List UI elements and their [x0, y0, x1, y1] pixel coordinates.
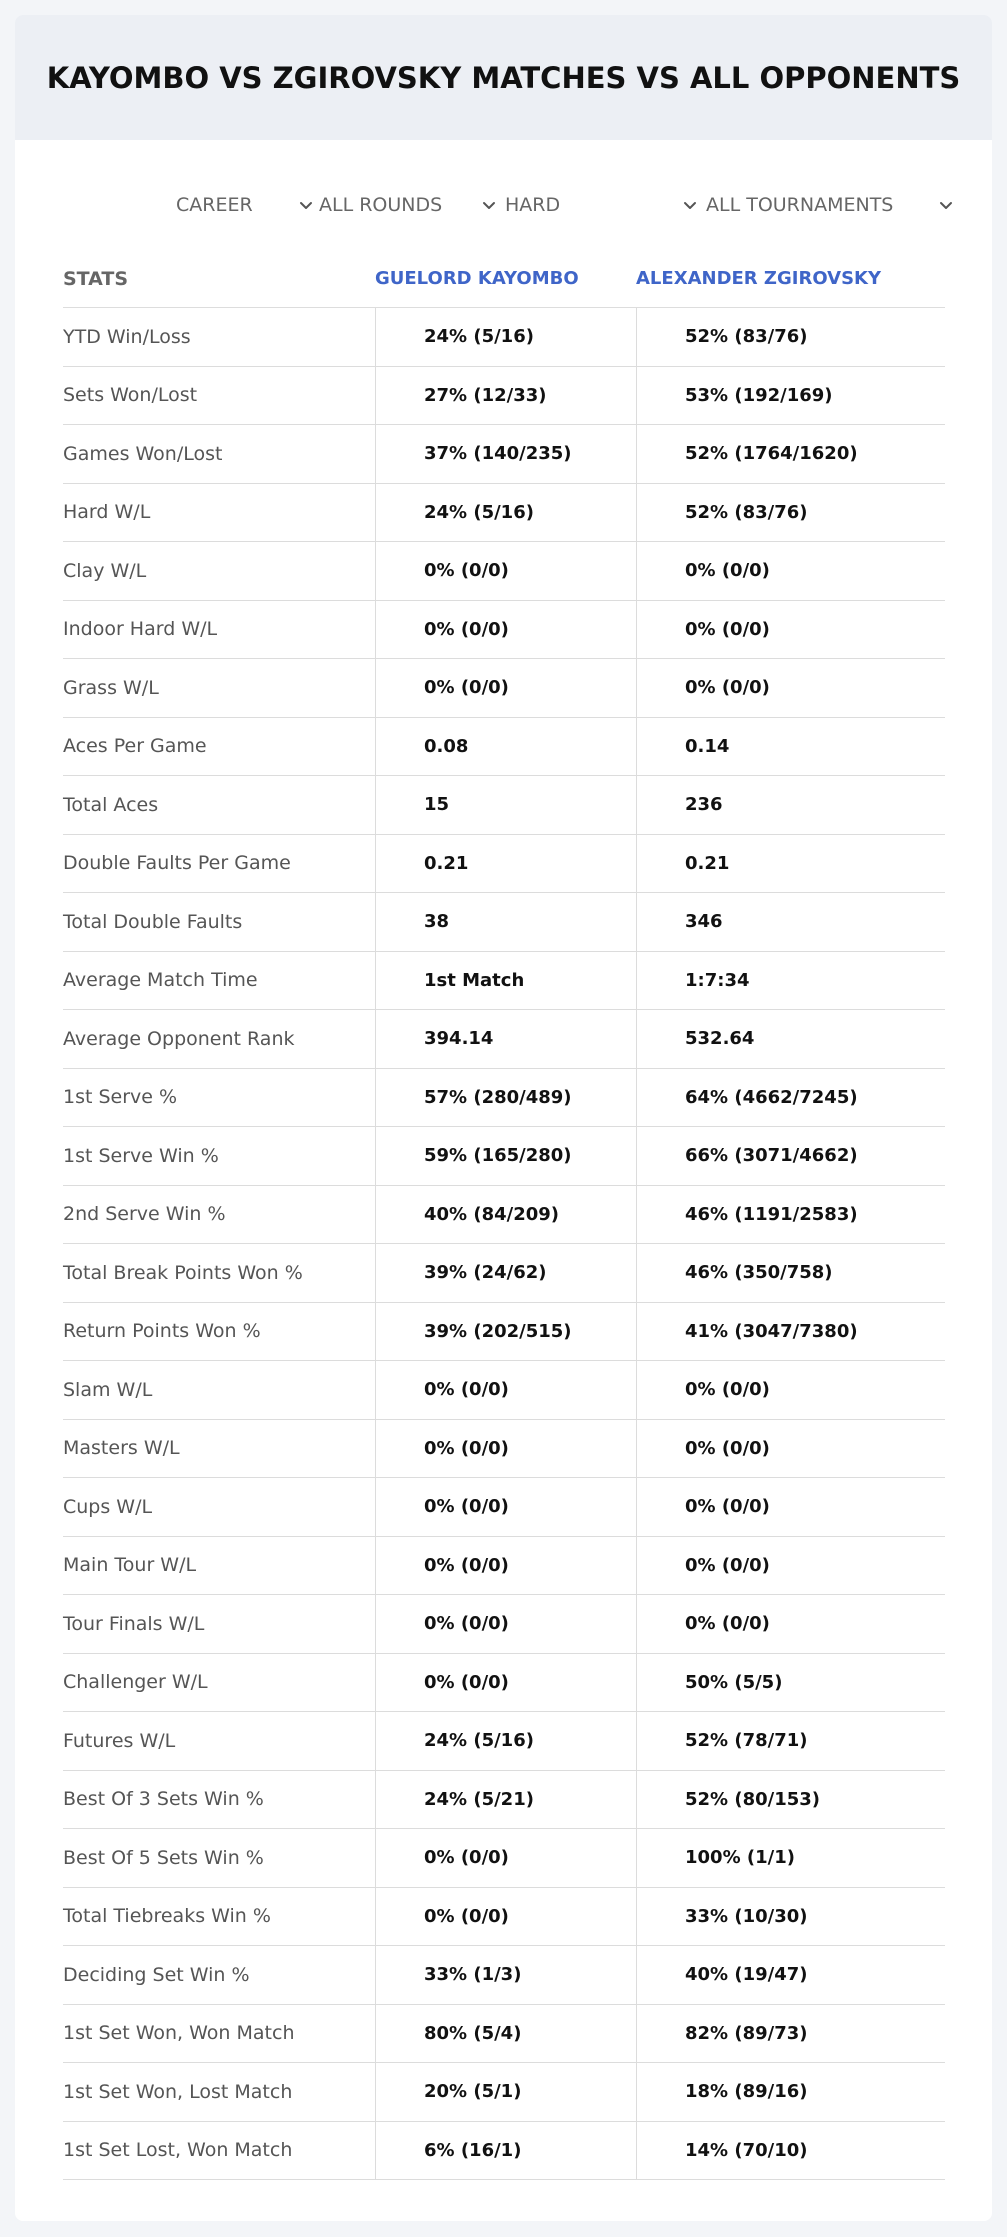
stat-label: Total Aces	[63, 793, 159, 816]
player1-value: 0% (0/0)	[375, 601, 636, 659]
player2-value: 64% (4662/7245)	[636, 1069, 945, 1127]
tournaments-select[interactable]	[706, 190, 956, 220]
player1-value: 0.21	[375, 835, 636, 893]
stat-label: Best Of 3 Sets Win %	[63, 1788, 264, 1811]
stat-label: 2nd Serve Win %	[63, 1203, 226, 1226]
player1-value: 0.08	[375, 718, 636, 776]
stat-label: Sets Won/Lost	[63, 384, 198, 407]
stat-label: Tour Finals W/L	[63, 1612, 205, 1635]
player1-value: 57% (280/489)	[375, 1069, 636, 1127]
player2-value: 100% (1/1)	[636, 1829, 945, 1887]
player2-value: 236	[636, 776, 945, 834]
player2-value: 33% (10/30)	[636, 1888, 945, 1946]
table-row	[63, 484, 945, 543]
table-row	[63, 1420, 945, 1479]
table-row	[63, 1946, 945, 2005]
player2-value: 46% (350/758)	[636, 1244, 945, 1302]
stat-label: Total Tiebreaks Win %	[63, 1905, 271, 1928]
period-select-value: CAREER	[176, 194, 253, 216]
table-row	[63, 718, 945, 777]
player2-value: 52% (1764/1620)	[636, 425, 945, 483]
table-row	[63, 2063, 945, 2122]
table-row	[63, 2122, 945, 2181]
stat-label: 1st Set Won, Won Match	[63, 2022, 295, 2045]
player1-value: 24% (5/16)	[375, 308, 636, 366]
player1-value: 27% (12/33)	[375, 367, 636, 425]
player2-value: 0% (0/0)	[636, 1420, 945, 1478]
player2-value: 0% (0/0)	[636, 1361, 945, 1419]
player2-value: 52% (83/76)	[636, 484, 945, 542]
table-row	[63, 1010, 945, 1069]
player2-value: 14% (70/10)	[636, 2122, 945, 2180]
player1-value: 37% (140/235)	[375, 425, 636, 483]
period-select[interactable]	[176, 190, 316, 220]
player1-value: 0% (0/0)	[375, 1829, 636, 1887]
player1-value: 15	[375, 776, 636, 834]
table-row	[63, 601, 945, 660]
table-row	[63, 952, 945, 1011]
stat-label: 1st Set Won, Lost Match	[63, 2080, 293, 2103]
stat-label: 1st Serve %	[63, 1086, 178, 1109]
player1-value: 0% (0/0)	[375, 1420, 636, 1478]
stat-label: Games Won/Lost	[63, 442, 223, 465]
stat-label: Total Break Points Won %	[63, 1261, 303, 1284]
stat-label: Return Points Won %	[63, 1320, 261, 1343]
player1-value: 0% (0/0)	[375, 1478, 636, 1536]
player1-value: 24% (5/21)	[375, 1771, 636, 1829]
table-row	[63, 1186, 945, 1245]
player1-value: 0% (0/0)	[375, 1361, 636, 1419]
stat-label: Deciding Set Win %	[63, 1963, 250, 1986]
table-row	[63, 1127, 945, 1186]
player2-value: 0.14	[636, 718, 945, 776]
table-row	[63, 367, 945, 426]
player1-value: 40% (84/209)	[375, 1186, 636, 1244]
player1-value: 0% (0/0)	[375, 1654, 636, 1712]
page-title: KAYOMBO VS ZGIROVSKY MATCHES VS ALL OPPONENTS	[46, 60, 961, 95]
player2-value: 50% (5/5)	[636, 1654, 945, 1712]
player1-value: 39% (202/515)	[375, 1303, 636, 1361]
stat-label: Average Match Time	[63, 969, 258, 992]
stat-label: Main Tour W/L	[63, 1554, 197, 1577]
table-row	[63, 1888, 945, 1947]
table-row	[63, 1361, 945, 1420]
player2-value: 0% (0/0)	[636, 601, 945, 659]
table-row	[63, 1244, 945, 1303]
player2-value: 0% (0/0)	[636, 1595, 945, 1653]
table-row	[63, 1069, 945, 1128]
player1-link[interactable]: GUELORD KAYOMBO	[375, 268, 579, 289]
player1-value: 39% (24/62)	[375, 1244, 636, 1302]
player2-value: 346	[636, 893, 945, 951]
player1-value: 0% (0/0)	[375, 1595, 636, 1653]
table-row	[63, 1654, 945, 1713]
stat-label: Slam W/L	[63, 1378, 153, 1401]
player2-value: 52% (78/71)	[636, 1712, 945, 1770]
stat-label: Grass W/L	[63, 676, 159, 699]
player2-value: 40% (19/47)	[636, 1946, 945, 2004]
table-row	[63, 776, 945, 835]
table-row	[63, 1478, 945, 1537]
table-row	[63, 2005, 945, 2064]
stat-label: 1st Set Lost, Won Match	[63, 2139, 293, 2162]
table-row	[63, 1771, 945, 1830]
stat-label: Total Double Faults	[63, 910, 243, 933]
player1-value: 24% (5/16)	[375, 1712, 636, 1770]
stat-label: 1st Serve Win %	[63, 1144, 219, 1167]
stat-label: Aces Per Game	[63, 735, 207, 758]
player1-value: 0% (0/0)	[375, 1537, 636, 1595]
player2-value: 0% (0/0)	[636, 1478, 945, 1536]
player2-value: 53% (192/169)	[636, 367, 945, 425]
chevron-down-icon	[479, 195, 499, 215]
player2-value: 41% (3047/7380)	[636, 1303, 945, 1361]
page-header	[15, 15, 992, 140]
table-row	[63, 659, 945, 718]
table-row	[63, 1537, 945, 1596]
player2-value: 532.64	[636, 1010, 945, 1068]
chevron-down-icon	[680, 195, 700, 215]
player1-value: 20% (5/1)	[375, 2063, 636, 2121]
filter-bar	[15, 190, 992, 220]
player2-value: 52% (80/153)	[636, 1771, 945, 1829]
player1-value: 394.14	[375, 1010, 636, 1068]
player2-value: 0% (0/0)	[636, 1537, 945, 1595]
player2-value: 0% (0/0)	[636, 659, 945, 717]
player2-value: 18% (89/16)	[636, 2063, 945, 2121]
player1-value: 0% (0/0)	[375, 542, 636, 600]
chevron-down-icon	[936, 195, 956, 215]
stat-label: Masters W/L	[63, 1437, 180, 1460]
stat-label: Double Faults Per Game	[63, 852, 291, 875]
surface-select-value: HARD	[505, 194, 561, 216]
table-body	[63, 308, 945, 2180]
player2-value: 52% (83/76)	[636, 308, 945, 366]
player2-value: 66% (3071/4662)	[636, 1127, 945, 1185]
stat-label: Hard W/L	[63, 501, 151, 524]
stat-label: Clay W/L	[63, 559, 147, 582]
player1-value: 33% (1/3)	[375, 1946, 636, 2004]
player2-value: 0.21	[636, 835, 945, 893]
player1-value: 0% (0/0)	[375, 659, 636, 717]
stats-card	[15, 15, 992, 2221]
rounds-select-value: ALL ROUNDS	[319, 194, 443, 216]
table-row	[63, 893, 945, 952]
stat-label: Average Opponent Rank	[63, 1027, 295, 1050]
stat-label: Futures W/L	[63, 1729, 176, 1752]
table-row	[63, 1303, 945, 1362]
stats-table	[63, 250, 945, 2180]
player2-value: 1:7:34	[636, 952, 945, 1010]
stat-label: Indoor Hard W/L	[63, 618, 218, 641]
player2-link[interactable]: ALEXANDER ZGIROVSKY	[636, 268, 882, 289]
stat-label: YTD Win/Loss	[63, 325, 191, 348]
stat-label: Best Of 5 Sets Win %	[63, 1846, 264, 1869]
rounds-select[interactable]	[319, 190, 499, 220]
player1-value: 59% (165/280)	[375, 1127, 636, 1185]
player1-value: 1st Match	[375, 952, 636, 1010]
table-row	[63, 1829, 945, 1888]
player1-value: 80% (5/4)	[375, 2005, 636, 2063]
table-row	[63, 835, 945, 894]
player2-value: 82% (89/73)	[636, 2005, 945, 2063]
table-row	[63, 1595, 945, 1654]
surface-select[interactable]	[505, 190, 700, 220]
table-header	[63, 250, 945, 308]
player1-value: 6% (16/1)	[375, 2122, 636, 2180]
stats-column-header: STATS	[63, 267, 129, 290]
tournaments-select-value: ALL TOURNAMENTS	[706, 194, 894, 216]
player2-value: 46% (1191/2583)	[636, 1186, 945, 1244]
player2-value: 0% (0/0)	[636, 542, 945, 600]
player1-value: 38	[375, 893, 636, 951]
table-row	[63, 1712, 945, 1771]
player1-value: 24% (5/16)	[375, 484, 636, 542]
chevron-down-icon	[296, 195, 316, 215]
table-row	[63, 308, 945, 367]
stat-label: Challenger W/L	[63, 1671, 208, 1694]
table-row	[63, 542, 945, 601]
stat-label: Cups W/L	[63, 1495, 153, 1518]
table-row	[63, 425, 945, 484]
player1-value: 0% (0/0)	[375, 1888, 636, 1946]
